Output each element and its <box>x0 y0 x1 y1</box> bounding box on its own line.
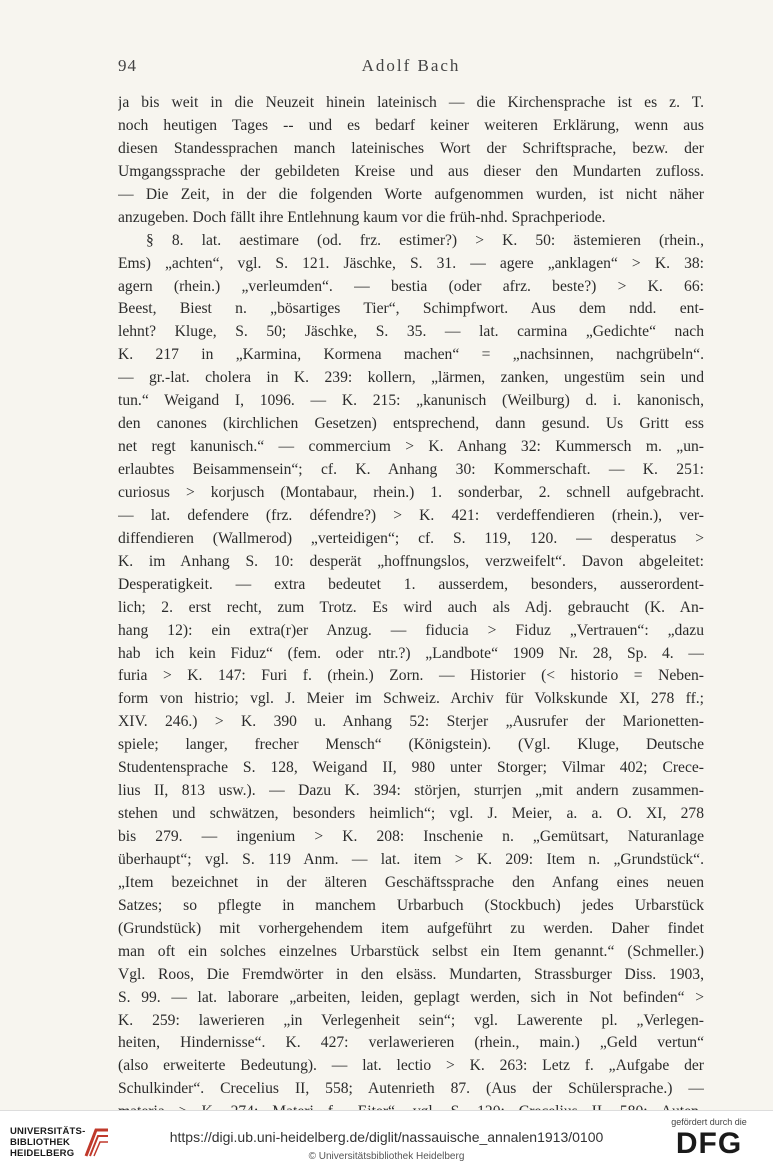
text-line: Studentensprache S. 128, Weigand II, 980 unter Storger; Vilmar 402; Crece- <box>118 759 704 777</box>
text-line: K. 217 in „Karmina, Kormena machen“ = „nachsinnen, nachgrübeln“. <box>118 346 704 364</box>
text-line: anzugeben. Doch fällt ihre Entlehnung kaum vor die früh-nhd. Sprachperiode. <box>118 208 606 226</box>
dfg-logo-text: DFG <box>675 1127 743 1160</box>
text-line: Ems) „achten“, vgl. S. 121. Jäschke, S. 31. — agere „anklagen“ > K. 38: <box>118 254 704 272</box>
text-line: stehen und schwätzen, besonders heimlich“; vgl. J. Meier, a. a. O. XI, 278 <box>118 805 704 823</box>
text-line: — Die Zeit, in der die folgenden Worte aufgenommen wurden, ist nicht näher <box>118 185 704 203</box>
text-line: Schulkinder“. Crecelius II, 558; Autenrieth 87. (Aus der Schülersprache.) — <box>118 1080 704 1098</box>
text-line: diffendieren (Wallmerod) „verteidigen“; cf. S. 119, 120. — desperatus > <box>118 529 704 547</box>
text-line: noch heutigen Tages -- und es bedarf keiner weiteren Erklärung, wenn aus <box>118 116 704 134</box>
text-line: heiten, Hindernisse“. K. 427: verlawerieren (rhein., main.) „Geld vertun“ <box>118 1034 704 1052</box>
text-line: hab ich kein Fiduz“ (fem. oder ntr.?) „Landbote“ 1909 Nr. 28, Sp. 4. — <box>118 644 704 662</box>
copyright-notice: © Universitätsbibliothek Heidelberg <box>308 1151 465 1162</box>
text-line: hang 12): ein extra(r)er Anzug. — fiducia > Fiduz „Vertrauen“: „dazu <box>118 621 704 639</box>
text-line: (Grundstück) mit vorhergehendem item aufgeführt zu werden. Daher findet <box>118 919 704 937</box>
page-header <box>118 56 704 80</box>
page-body <box>118 92 704 1124</box>
text-line: überhaupt“; vgl. S. 119 Anm. — lat. item > K. 209: Item n. „Grundstück“. <box>118 850 704 868</box>
library-name: UNIVERSITÄTS- BIBLIOTHEK HEIDELBERG <box>10 1126 86 1159</box>
text-line: S. 99. — lat. laborare „arbeiten, leiden, geplagt werden, sich in Not befinden“ > <box>118 988 704 1006</box>
section-heading-line: § 8. lat. aestimare (od. frz. estimer?) > K. 50: ästemieren (rhein., <box>146 231 704 249</box>
dfg-logo[interactable] <box>659 1117 759 1169</box>
text-line: den canones (kirchlichen Gesetzen) entsprechend, dann gesund. Us Gritt ess <box>118 415 704 433</box>
text-line: diesen Standessprachen manch lateinisches Wort der Schriftsprache, bezw. der <box>118 139 704 157</box>
text-line: — gr.-lat. cholera in K. 239: kollern, „lärmen, zanken, ungestüm sein und <box>118 369 704 387</box>
text-line: lich; 2. erst recht, zum Trotz. Es wird auch als Adj. gebraucht (K. An- <box>118 598 704 616</box>
document-url-link[interactable]: https://digi.ub.uni-heidelberg.de/diglit/nassauische_annalen1913/0100 <box>169 1129 604 1145</box>
text-line: „Item bezeichnet in der älteren Geschäftssprache den Anfang eines neuen <box>118 873 704 891</box>
text-line: Desperatigkeit. — extra bedeutet 1. ausserdem, besonders, ausserordent- <box>118 575 704 593</box>
text-line: agern (rhein.) „verleumden“. — bestia (oder afrz. beste?) > K. 66: <box>118 277 704 295</box>
text-line: spiele; langer, frecher Mensch“ (Königstein). (Vgl. Kluge, Deutsche <box>118 736 704 754</box>
viewer-footer <box>0 1110 773 1173</box>
text-line: Umgangssprache der gebildeten Kreise und aus dieser den Mundarten zufloss. <box>118 162 704 180</box>
text-line: K. im Anhang S. 10: desperät „hoffnungslos, verzweifelt“. Davon abgeleitet: <box>118 552 704 570</box>
text-line: XIV. 246.) > K. 390 u. Anhang 52: Sterjer „Ausrufer der Marionetten- <box>118 713 704 731</box>
text-line: Beest, Biest n. „bösartiges Tier“, Schimpfwort. Aus dem ndd. ent- <box>118 300 704 318</box>
dfg-caption: gefördert durch die <box>671 1117 747 1127</box>
text-line: man oft ein solches einzelnes Urbarstück selbst ein Item genannt.“ (Schmeller.) <box>118 942 704 960</box>
running-head-author: Adolf Bach <box>361 56 461 75</box>
text-line: bis 279. — ingenium > K. 208: Inschenie n. „Gemütsart, Naturanlage <box>118 828 704 845</box>
text-line: curiosus > korjusch (Montabaur, rhein.) 1. sonderbar, 2. schnell aufgebracht. <box>118 483 704 501</box>
text-line: furia > K. 147: Furi f. (rhein.) Zorn. — Historier (< historio = Neben- <box>118 667 704 685</box>
text-line: lius II, 813 usw.). — Dazu K. 394: störjen, sturrjen „mit andern zusammen- <box>118 782 704 800</box>
text-line: lehnt? Kluge, S. 50; Jäschke, S. 35. — lat. carmina „Gedichte“ nach <box>118 323 704 341</box>
text-line: form von histrio; vgl. J. Meier im Schweiz. Archiv für Volkskunde XI, 278 ff.; <box>118 690 704 708</box>
text-line: ja bis weit in die Neuzeit hinein lateinisch — die Kirchensprache ist es z. T. <box>118 94 704 111</box>
text-line: Satzes; so pflegte in manchem Urbarbuch (Stockbuch) jedes Urbarstück <box>118 896 704 914</box>
text-line: — lat. defendere (frz. défendre?) > K. 421: verdeffendieren (rhein.), ver- <box>118 506 704 524</box>
text-line: net regt kanunisch.“ — commercium > K. Anhang 32: Kummersch m. „un- <box>118 438 704 456</box>
text-line: Vgl. Roos, Die Fremdwörter in den elsäss. Mundarten, Strassburger Diss. 1903, <box>118 965 704 983</box>
page-number: 94 <box>118 56 137 75</box>
text-line: erlaubtes Beisammensein“; cf. K. Anhang 30: Kommerschaft. — K. 251: <box>118 461 704 478</box>
text-line: K. 259: lawerieren „in Verlegenheit sein“; vgl. Lawerente pl. „Verlegen- <box>118 1011 704 1029</box>
text-line: tun.“ Weigand I, 1096. — K. 215: „kanunisch (Weilburg) d. i. kanonisch, <box>118 392 704 410</box>
text-line: (also erweiterte Bedeutung). — lat. lectio > K. 263: Letz f. „Aufgabe der <box>118 1057 704 1075</box>
